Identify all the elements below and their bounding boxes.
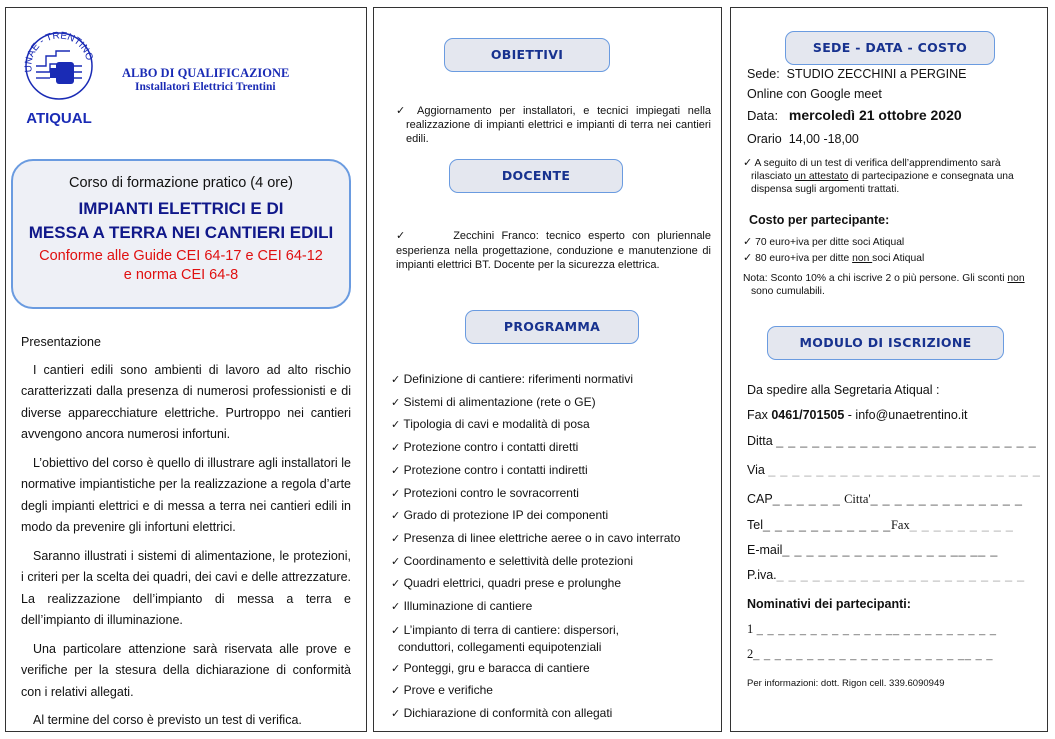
presentation-paragraph: Saranno illustrati i sistemi di alimentazione, le protezioni, i criteri per la scelta dei quadri, dei cavi e delle attrezzature. La realizzazione dell’impianto di messa a terra e dell’impianto di illuminazione. bbox=[21, 548, 351, 627]
check-icon: ✓ bbox=[391, 578, 401, 591]
check-icon: ✓ bbox=[391, 662, 401, 675]
program-heading: PROGRAMMA bbox=[465, 310, 639, 344]
nota: Nota: Sconto 10% a chi iscrive 2 o più persone. Gli sconti non sono cumulabili. bbox=[743, 273, 1025, 297]
program-item: ✓ Definizione di cantiere: riferimenti normativi bbox=[391, 372, 633, 386]
field-ditta[interactable]: Ditta _ _ _ _ _ _ _ _ _ _ _ _ _ _ _ _ _ _ _ _ _ _ bbox=[747, 434, 1037, 448]
check-icon: ✓ bbox=[391, 532, 401, 545]
presentation-paragraph: L’obiettivo del corso è quello di illustrare agli installatori le normative impiantistiche per la realizzazione a regola d’arte degli impianti elettrici e di messa a terra nei cantieri edili in modo da prevenire gli infortuni elettrici. bbox=[21, 455, 351, 534]
course-title-line1: IMPIANTI ELETTRICI E DI bbox=[78, 199, 284, 218]
program-item: ✓ Protezione contro i contatti indiretti bbox=[391, 462, 588, 477]
participants-heading: Nominativi dei partecipanti: bbox=[747, 597, 911, 611]
check-icon: ✓ bbox=[391, 708, 401, 721]
objectives-heading: OBIETTIVI bbox=[444, 38, 610, 72]
attestato-note: ✓ A seguito di un test di verifica dell’apprendimento sarà rilasciato un attestato di partecipazione e consegnata una dispensa sugli argomenti trattati. bbox=[743, 157, 1014, 195]
check-icon: ✓ bbox=[391, 487, 401, 500]
program-item: ✓ Prove e verifiche bbox=[391, 683, 493, 698]
program-item: ✓ Protezione contro i contatti diretti bbox=[391, 440, 579, 455]
course-title-box bbox=[11, 159, 351, 309]
date-value: mercoledì 21 ottobre 2020 bbox=[788, 107, 962, 123]
field-cap-citta[interactable]: CAP_ _ _ _ _ _ Citta'_ _ _ _ _ _ _ _ _ _ _ _ _ bbox=[747, 492, 1023, 506]
data-line: Data: mercoledì 21 ottobre 2020 bbox=[747, 107, 962, 123]
presentation-paragraph: Al termine del corso è previsto un test di verifica. bbox=[33, 713, 302, 727]
info-contact: Per informazioni: dott. Rigon cell. 339.6090949 bbox=[747, 678, 945, 689]
course-norm-line2: e norma CEI 64-8 bbox=[123, 267, 239, 283]
sede-line: Sede: STUDIO ZECCHINI a PERGINE bbox=[747, 67, 967, 81]
sede-heading: SEDE - DATA - COSTO bbox=[785, 31, 995, 65]
program-item: ✓ Illuminazione di cantiere bbox=[391, 599, 533, 614]
check-icon: ✓ bbox=[743, 157, 753, 169]
program-item: ✓ Tipologia di cavi e modalità di posa bbox=[391, 417, 590, 432]
teacher-heading: DOCENTE bbox=[449, 159, 623, 193]
participant-2[interactable]: 2_ _ _ _ _ _ _ _ _ _ _ _ _ _ _ _ _ _ _ __ _ _ bbox=[747, 647, 994, 661]
spedire-line: Da spedire alla Segretaria Atiqual : bbox=[747, 383, 940, 397]
check-icon: ✓ bbox=[391, 510, 401, 523]
presentation-section bbox=[21, 332, 351, 739]
check-icon: ✓ bbox=[396, 230, 410, 242]
course-subtitle: Corso di formazione pratico (4 ore) bbox=[68, 175, 294, 191]
program-item: ✓ Coordinamento e selettività delle protezioni bbox=[391, 553, 634, 568]
modulo-heading: MODULO DI ISCRIZIONE bbox=[767, 326, 1004, 360]
albo-subtitle: Installatori Elettrici Trentini bbox=[135, 81, 276, 93]
check-icon: ✓ bbox=[391, 396, 401, 409]
cost-nonsoci: ✓ 80 euro+iva per ditte non soci Atiqual bbox=[743, 252, 925, 264]
check-icon: ✓ bbox=[391, 419, 401, 432]
check-icon: ✓ bbox=[391, 601, 401, 614]
objectives-text bbox=[396, 104, 711, 146]
field-via[interactable]: Via _ _ _ _ _ _ _ _ _ _ _ _ _ _ _ _ _ _ _ _ _ _ _ bbox=[747, 463, 1041, 477]
check-icon: ✓ bbox=[391, 442, 401, 455]
panel-program bbox=[373, 7, 722, 732]
check-icon: ✓ bbox=[391, 624, 401, 637]
field-email[interactable]: E-mail_ _ _ _ _ _ _ _ _ _ _ _ _ _ __ __ _ bbox=[747, 543, 999, 557]
check-icon: ✓ bbox=[391, 374, 401, 386]
program-item: ✓ Ponteggi, gru e baracca di cantiere bbox=[391, 660, 590, 675]
program-item: ✓ Protezioni contro le sovracorrenti bbox=[391, 485, 579, 500]
check-icon: ✓ bbox=[396, 105, 410, 117]
presentation-paragraph: Una particolare attenzione sarà riservata alle prove e verifiche per la stesura della dichiarazione di conformità con i relativi allegati. bbox=[21, 641, 351, 699]
check-icon: ✓ bbox=[743, 252, 753, 264]
online-line: Online con Google meet bbox=[747, 87, 882, 101]
fax-number: 0461/701505 bbox=[771, 408, 845, 422]
objectives-body: Aggiornamento per installatori, e tecnici impiegati nella realizzazione di impianti elettrici e impianti di terra nei cantieri edili. bbox=[406, 105, 711, 145]
check-icon: ✓ bbox=[391, 555, 401, 568]
field-piva[interactable]: P.iva._ _ _ _ _ _ _ _ _ _ _ _ _ _ _ _ _ _ _ _ _ bbox=[747, 568, 1025, 582]
fax-line: Fax 0461/701505 - info@unaetrentino.it bbox=[747, 408, 968, 422]
presentation-heading: Presentazione bbox=[21, 335, 101, 349]
field-tel-fax[interactable]: Tel_ _ _ _ _ _ _ _ _ _ _Fax_ _ _ _ _ _ _ _ _ bbox=[747, 518, 1014, 532]
teacher-body: Zecchini Franco: tecnico esperto con pluriennale esperienza nella progettazione, conduzione e manutenzione di impianti elettrici BT. Docente per la sicurezza elettrica. bbox=[396, 230, 711, 271]
presentation-paragraph: I cantieri edili sono ambienti di lavoro ad alto rischio caratterizzati dalla presenza di numerosi professionisti e di diverse apparecchiature elettriche. Purtroppo nei cantieri avvengono ancora numerosi infortuni. bbox=[21, 362, 351, 441]
course-title-line2: MESSA A TERRA NEI CANTIERI EDILI bbox=[28, 223, 334, 242]
logo-brand: ATIQUAL bbox=[26, 110, 92, 127]
check-icon: ✓ bbox=[743, 236, 753, 248]
program-item: ✓ Dichiarazione di conformità con allegati bbox=[391, 706, 613, 721]
logo-ring-text: UNAE - TRENTINO bbox=[23, 30, 95, 73]
orario-line: Orario 14,00 -18,00 bbox=[747, 132, 859, 146]
check-icon: ✓ bbox=[391, 685, 401, 698]
albo-title: ALBO DI QUALIFICAZIONE bbox=[122, 66, 290, 80]
atiqual-logo bbox=[18, 28, 100, 128]
program-item: ✓ L’impianto di terra di cantiere: dispersori, conduttori, collegamenti equipotenziali bbox=[391, 622, 619, 654]
participant-1[interactable]: 1 _ _ _ _ _ _ _ _ _ _ _ _ __ _ _ _ _ _ _ _ _ _ bbox=[747, 622, 997, 636]
course-norm-line1: Conforme alle Guide CEI 64-17 e CEI 64-12 bbox=[39, 248, 323, 264]
costo-heading: Costo per partecipante: bbox=[749, 213, 890, 227]
email-contact: - info@unaetrentino.it bbox=[844, 408, 968, 422]
program-item: ✓ Quadri elettrici, quadri prese e prolunghe bbox=[391, 576, 622, 591]
check-icon: ✓ bbox=[391, 464, 401, 477]
program-item: ✓ Presenza di linee elettriche aeree o in cavo interrato bbox=[391, 530, 681, 545]
orario-value: 14,00 -18,00 bbox=[788, 132, 859, 146]
program-item: ✓ Grado di protezione IP dei componenti bbox=[391, 508, 609, 523]
cost-soci: ✓ 70 euro+iva per ditte soci Atiqual bbox=[743, 236, 905, 248]
program-item: ✓ Sistemi di alimentazione (rete o GE) bbox=[391, 394, 596, 409]
program-list bbox=[391, 369, 716, 726]
albo-header bbox=[122, 66, 289, 94]
sede-value: STUDIO ZECCHINI a PERGINE bbox=[786, 67, 967, 81]
panel-registration bbox=[730, 7, 1048, 732]
teacher-text bbox=[396, 229, 711, 273]
